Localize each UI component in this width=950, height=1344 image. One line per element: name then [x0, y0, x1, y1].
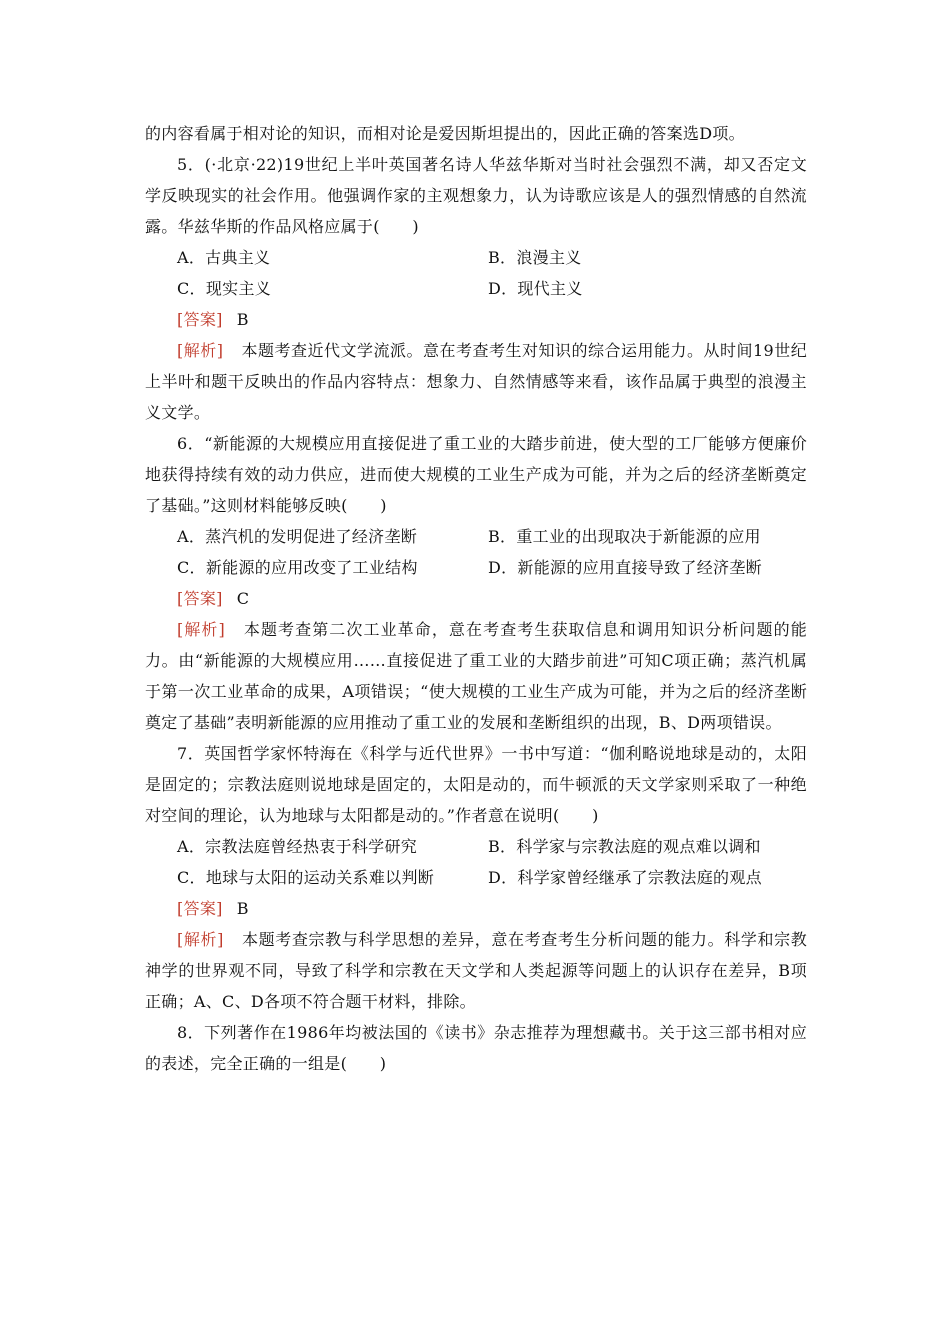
question-6-options-row-2 — [145, 552, 807, 583]
analysis-text: 本题考查近代文学流派。意在考查考生对知识的综合运用能力。从时间19世纪上半叶和题干反映出的作品内容特点：想象力、自然情感等来看，该作品属于典型的浪漫主义文学。 — [145, 341, 807, 422]
question-7-stem: 7．英国哲学家怀特海在《科学与近代世界》一书中写道：“伽利略说地球是动的，太阳是固定的；宗教法庭则说地球是固定的，太阳是动的，而牛顿派的天文学家则采取了一种绝对空间的理论，认为地球与太阳都是动的。”作者意在说明( ) — [145, 744, 807, 825]
question-5-options-row-1 — [145, 242, 807, 273]
answer-value: B — [236, 899, 249, 918]
question-7-answer — [145, 893, 807, 924]
analysis-tag: [解析] — [177, 620, 226, 639]
question-5-options-row-2 — [145, 273, 807, 304]
option-a: A．蒸汽机的发明促进了经济垄断 — [177, 527, 418, 546]
option-c: C．新能源的应用改变了工业结构 — [177, 558, 418, 577]
answer-tag: [答案] — [177, 899, 223, 918]
document-page — [145, 118, 807, 1079]
option-d: D．科学家曾经继承了宗教法庭的观点 — [488, 868, 762, 887]
question-6-answer — [145, 583, 807, 614]
analysis-tag: [解析] — [177, 930, 224, 949]
question-7-options-row-1 — [145, 831, 807, 862]
question-8-stem: 8．下列著作在1986年均被法国的《读书》杂志推荐为理想藏书。关于这三部书相对应的表述，完全正确的一组是( ) — [145, 1023, 807, 1073]
answer-tag: [答案] — [177, 310, 223, 329]
option-a: A．宗教法庭曾经热衷于科学研究 — [177, 837, 418, 856]
answer-tag: [答案] — [177, 589, 223, 608]
analysis-text: 本题考查第二次工业革命，意在考查考生获取信息和调用知识分析问题的能力。由“新能源的大规模应用……直接促进了重工业的大踏步前进”可知C项正确；蒸汽机属于第一次工业革命的成果，A项错误；“使大规模的工业生产成为可能，并为之后的经济垄断奠定了基础”表明新能源的应用推动了重工业的发展和垄断组织的出现，B、D两项错误。 — [145, 620, 808, 732]
option-d: D．新能源的应用直接导致了经济垄断 — [488, 558, 762, 577]
analysis-text: 本题考查宗教与科学思想的差异，意在考查考生分析问题的能力。科学和宗教神学的世界观不同，导致了科学和宗教在天文学和人类起源等问题上的认识存在差异，B项正确；A、C、D各项不符合题干材料，排除。 — [145, 930, 808, 1011]
option-c: C．现实主义 — [177, 279, 272, 298]
analysis-tag: [解析] — [177, 341, 224, 360]
question-5-stem: 5．(·北京·22)19世纪上半叶英国著名诗人华兹华斯对当时社会强烈不满，却又否定文学反映现实的社会作用。他强调作家的主观想象力，认为诗歌应该是人的强烈情感的自然流露。华兹华斯的作品风格应属于( ) — [145, 155, 807, 236]
question-6-options-row-1 — [145, 521, 807, 552]
option-b: B．重工业的出现取决于新能源的应用 — [488, 527, 761, 546]
answer-value: B — [236, 310, 249, 329]
question-7-analysis — [145, 924, 807, 1017]
question-5-answer — [145, 304, 807, 335]
option-b: B．浪漫主义 — [488, 248, 582, 267]
paragraph-continuation: 的内容看属于相对论的知识，而相对论是爱因斯坦提出的，因此正确的答案选D项。 — [145, 124, 745, 143]
option-b: B．科学家与宗教法庭的观点难以调和 — [488, 837, 761, 856]
question-6-stem: 6．“新能源的大规模应用直接促进了重工业的大踏步前进，使大型的工厂能够方便廉价地获得持续有效的动力供应，进而使大规模的工业生产成为可能，并为之后的经济垄断奠定了基础。”这则材料能够反映( ) — [145, 434, 807, 515]
answer-value: C — [236, 589, 250, 608]
question-5-analysis — [145, 335, 807, 428]
question-6-analysis — [145, 614, 807, 738]
question-7-options-row-2 — [145, 862, 807, 893]
option-d: D．现代主义 — [488, 279, 583, 298]
option-a: A．古典主义 — [177, 248, 271, 267]
option-c: C．地球与太阳的运动关系难以判断 — [177, 868, 435, 887]
